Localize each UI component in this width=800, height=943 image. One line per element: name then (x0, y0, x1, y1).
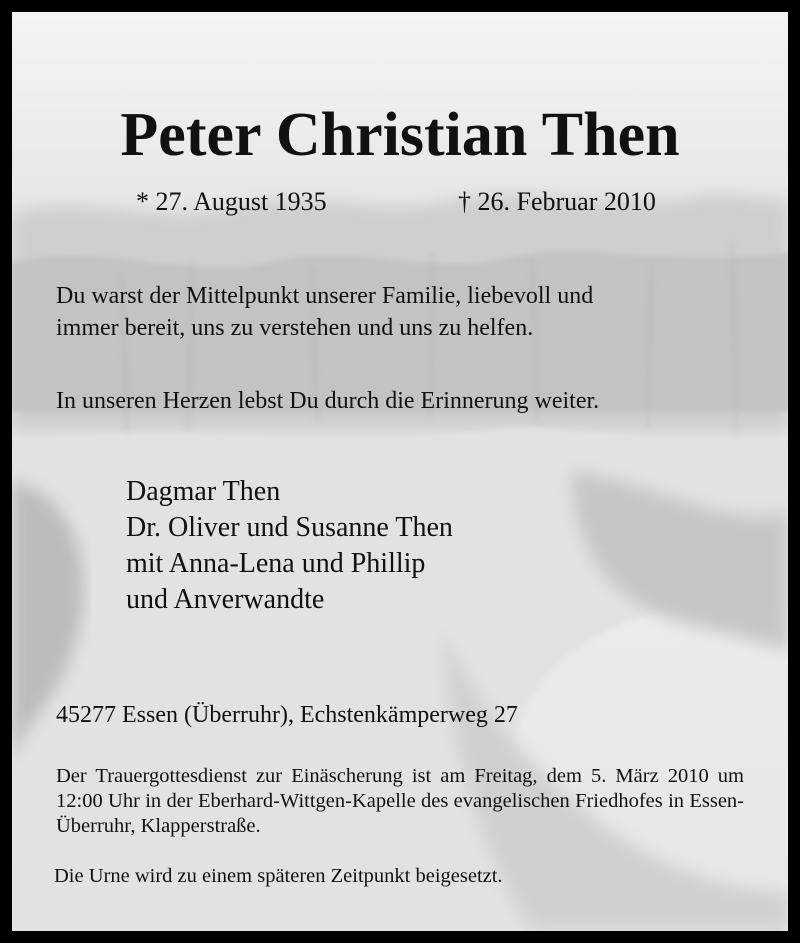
family-signatories (126, 474, 453, 618)
memorial-paragraph-line: immer bereit, uns zu verstehen und uns zu helfen. (56, 315, 534, 341)
remembrance-line: In unseren Herzen lebst Du durch die Erinnerung weiter. (56, 388, 600, 414)
family-member: mit Anna-Lena und Phillip (126, 548, 426, 579)
memorial-paragraph (56, 280, 593, 344)
family-member: Dr. Oliver und Susanne Then (126, 512, 453, 543)
funeral-service-info: Der Trauergottesdienst zur Einäscherung ist am Freitag, dem 5. März 2010 um 12:00 Uhr in der Eberhard-Wittgen-Kapelle des evangelischen Friedhofes in Essen-Überruhr, Klapperstraße. (56, 765, 744, 837)
memorial-paragraph-line: Du warst der Mittelpunkt unserer Familie, liebevoll und (56, 283, 594, 309)
urn-burial-note: Die Urne wird zu einem späteren Zeitpunkt beigesetzt. (54, 865, 503, 887)
death-date: † 26. Februar 2010 (458, 187, 656, 216)
family-member: Dagmar Then (126, 476, 281, 507)
family-member: und Anverwandte (126, 584, 325, 615)
deceased-name: Peter Christian Then (120, 101, 680, 169)
obituary-notice (12, 12, 788, 931)
address: 45277 Essen (Überruhr), Echstenkämperweg 27 (56, 702, 518, 728)
birth-date: * 27. August 1935 (136, 187, 327, 216)
